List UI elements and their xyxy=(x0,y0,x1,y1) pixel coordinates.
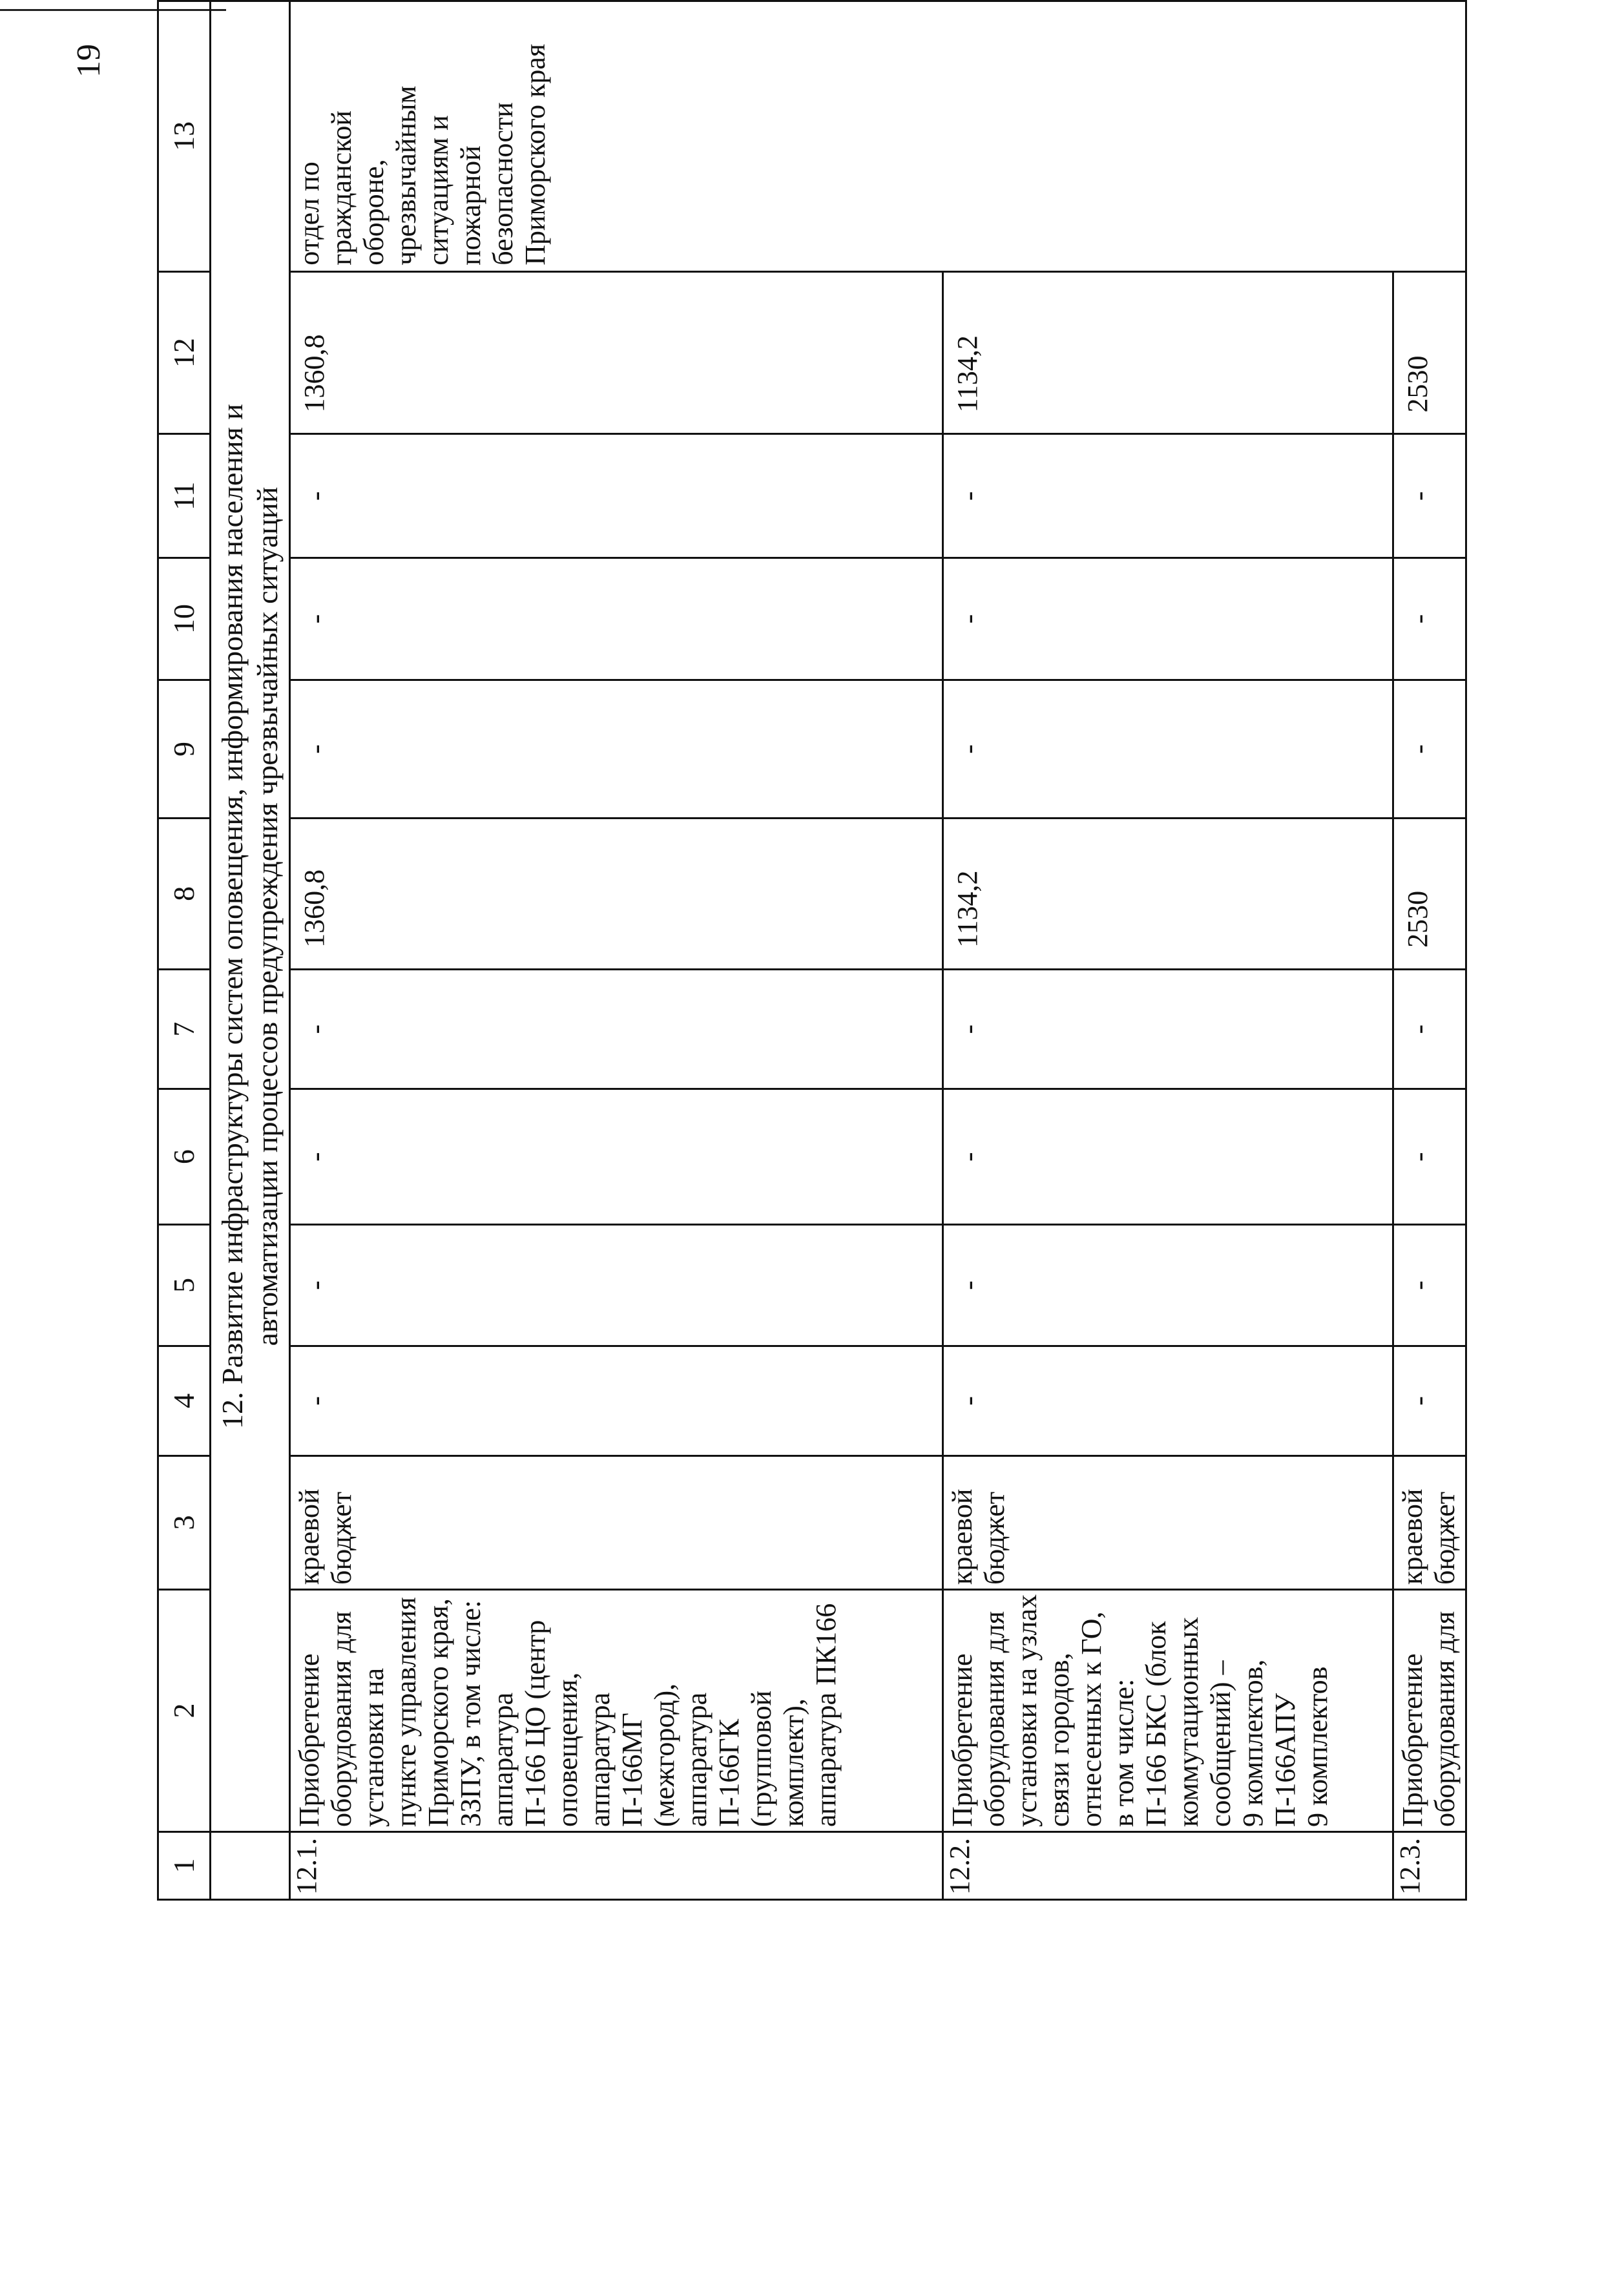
text-line: оборудования для xyxy=(979,1611,1010,1828)
text-line: связи городов, xyxy=(1043,1653,1075,1828)
text-line: Приобретение xyxy=(1397,1653,1428,1828)
text-line: аппаратура xyxy=(487,1692,519,1828)
value-cell: 2530 xyxy=(1393,818,1466,969)
text-line: чрезвычайным xyxy=(390,85,422,266)
table-row xyxy=(290,1,943,1900)
text-line: Приморского края, xyxy=(422,1598,454,1828)
value-cell: - xyxy=(1393,1089,1466,1224)
activity-name xyxy=(290,1590,943,1832)
text-line: установки на узлах xyxy=(1011,1594,1043,1828)
value-cell: - xyxy=(290,1089,943,1224)
value-cell: 1134,2 xyxy=(943,818,1393,969)
text-line: краевой xyxy=(1397,1488,1428,1585)
column-header: 7 xyxy=(158,969,211,1089)
text-line: пункте управления xyxy=(390,1597,422,1828)
text-line: аппаратура ПК166 xyxy=(810,1603,842,1828)
row-number: 12.3. xyxy=(1393,1832,1466,1900)
text-line: бюджет xyxy=(326,1492,357,1585)
table-row xyxy=(943,1,1393,1900)
value-cell: - xyxy=(290,1224,943,1346)
column-header: 6 xyxy=(158,1089,211,1224)
program-activities-table xyxy=(157,0,1467,1901)
text-line: (межгород), xyxy=(649,1683,680,1828)
value-cell: - xyxy=(943,1089,1393,1224)
funding-source xyxy=(1393,1455,1466,1589)
row-number: 12.1. xyxy=(290,1832,943,1900)
text-line: установки на xyxy=(358,1667,390,1828)
text-line: пожарной xyxy=(455,145,486,266)
column-header: 11 xyxy=(158,434,211,558)
text-line: П-166МГ xyxy=(616,1713,648,1828)
page-number: 19 xyxy=(70,44,107,78)
funding-source xyxy=(290,1455,943,1589)
funding-source xyxy=(943,1455,1393,1589)
text-line: ЗЗПУ, в том числе: xyxy=(455,1600,486,1828)
text-line: П-166 БКС (блок xyxy=(1140,1621,1172,1828)
empty-cell xyxy=(211,1832,290,1900)
text-line: 9 комплектов, xyxy=(1237,1659,1269,1828)
value-cell: - xyxy=(1393,969,1466,1089)
text-line: оповещения, xyxy=(552,1672,583,1828)
activity-name xyxy=(943,1590,1393,1832)
text-line: краевой xyxy=(293,1488,325,1585)
text-line: П-166 ЦО (центр xyxy=(519,1620,551,1828)
value-cell: - xyxy=(943,434,1393,558)
text-line: (групповой xyxy=(745,1690,777,1828)
column-header: 9 xyxy=(158,680,211,819)
text-line: комплект), xyxy=(778,1698,809,1828)
text-line: бюджет xyxy=(1429,1492,1461,1585)
section-title xyxy=(211,1,290,1832)
column-header: 2 xyxy=(158,1590,211,1832)
text-line: П-166ГК xyxy=(713,1718,745,1828)
text-line: в том числе: xyxy=(1108,1678,1140,1828)
value-cell: - xyxy=(290,434,943,558)
value-cell: - xyxy=(1393,1224,1466,1346)
text-line: Приобретение xyxy=(293,1653,325,1828)
value-cell: - xyxy=(1393,434,1466,558)
text-line: краевой xyxy=(946,1488,978,1585)
column-number-row xyxy=(158,1,211,1900)
column-header: 8 xyxy=(158,818,211,969)
section-title-line: 12. Развитие инфраструктуры систем оповещения, информирования населения и xyxy=(216,404,249,1429)
text-line: Приобретение xyxy=(946,1653,978,1828)
column-header: 5 xyxy=(158,1224,211,1346)
column-header: 10 xyxy=(158,558,211,680)
text-line: 9 комплектов xyxy=(1302,1666,1333,1828)
responsible-executor xyxy=(290,1,1466,272)
total-cell: 1360,8 xyxy=(290,271,943,434)
text-line: обороне, xyxy=(358,159,390,266)
value-cell: - xyxy=(943,558,1393,680)
text-line: аппаратура xyxy=(584,1692,616,1828)
section-heading-row xyxy=(211,1,290,1900)
text-line: отдел по xyxy=(293,162,325,266)
column-header: 13 xyxy=(158,1,211,272)
value-cell: - xyxy=(943,680,1393,819)
value-cell: 1360,8 xyxy=(290,818,943,969)
text-line: сообщений) – xyxy=(1205,1660,1236,1828)
column-header: 4 xyxy=(158,1346,211,1456)
text-line: П-166АПУ xyxy=(1269,1693,1301,1828)
total-cell: 1134,2 xyxy=(943,271,1393,434)
value-cell: - xyxy=(290,969,943,1089)
value-cell: - xyxy=(1393,1346,1466,1456)
section-title-line: автоматизации процессов предупреждения чрезвычайных ситуаций xyxy=(251,486,284,1346)
total-cell: 2530 xyxy=(1393,271,1466,434)
text-line: оборудования для xyxy=(1429,1611,1461,1828)
text-line: аппаратура xyxy=(681,1692,713,1828)
column-header: 12 xyxy=(158,271,211,434)
column-header: 3 xyxy=(158,1455,211,1589)
value-cell: - xyxy=(290,680,943,819)
activity-name xyxy=(1393,1590,1466,1832)
row-number: 12.2. xyxy=(943,1832,1393,1900)
value-cell: - xyxy=(1393,680,1466,819)
text-line: Приморского края xyxy=(519,43,551,266)
text-line: ситуациям и xyxy=(422,115,454,266)
text-line: безопасности xyxy=(487,102,519,266)
value-cell: - xyxy=(943,1224,1393,1346)
value-cell: - xyxy=(290,558,943,680)
value-cell: - xyxy=(943,1346,1393,1456)
text-line: отнесенных к ГО, xyxy=(1076,1611,1107,1828)
text-line: гражданской xyxy=(326,110,357,266)
column-header: 1 xyxy=(158,1832,211,1900)
value-cell: - xyxy=(290,1346,943,1456)
text-line: бюджет xyxy=(979,1492,1010,1585)
text-line: коммутационных xyxy=(1172,1616,1204,1828)
value-cell: - xyxy=(1393,558,1466,680)
text-line: оборудования для xyxy=(326,1611,357,1828)
table-row xyxy=(1393,1,1466,1900)
value-cell: - xyxy=(943,969,1393,1089)
